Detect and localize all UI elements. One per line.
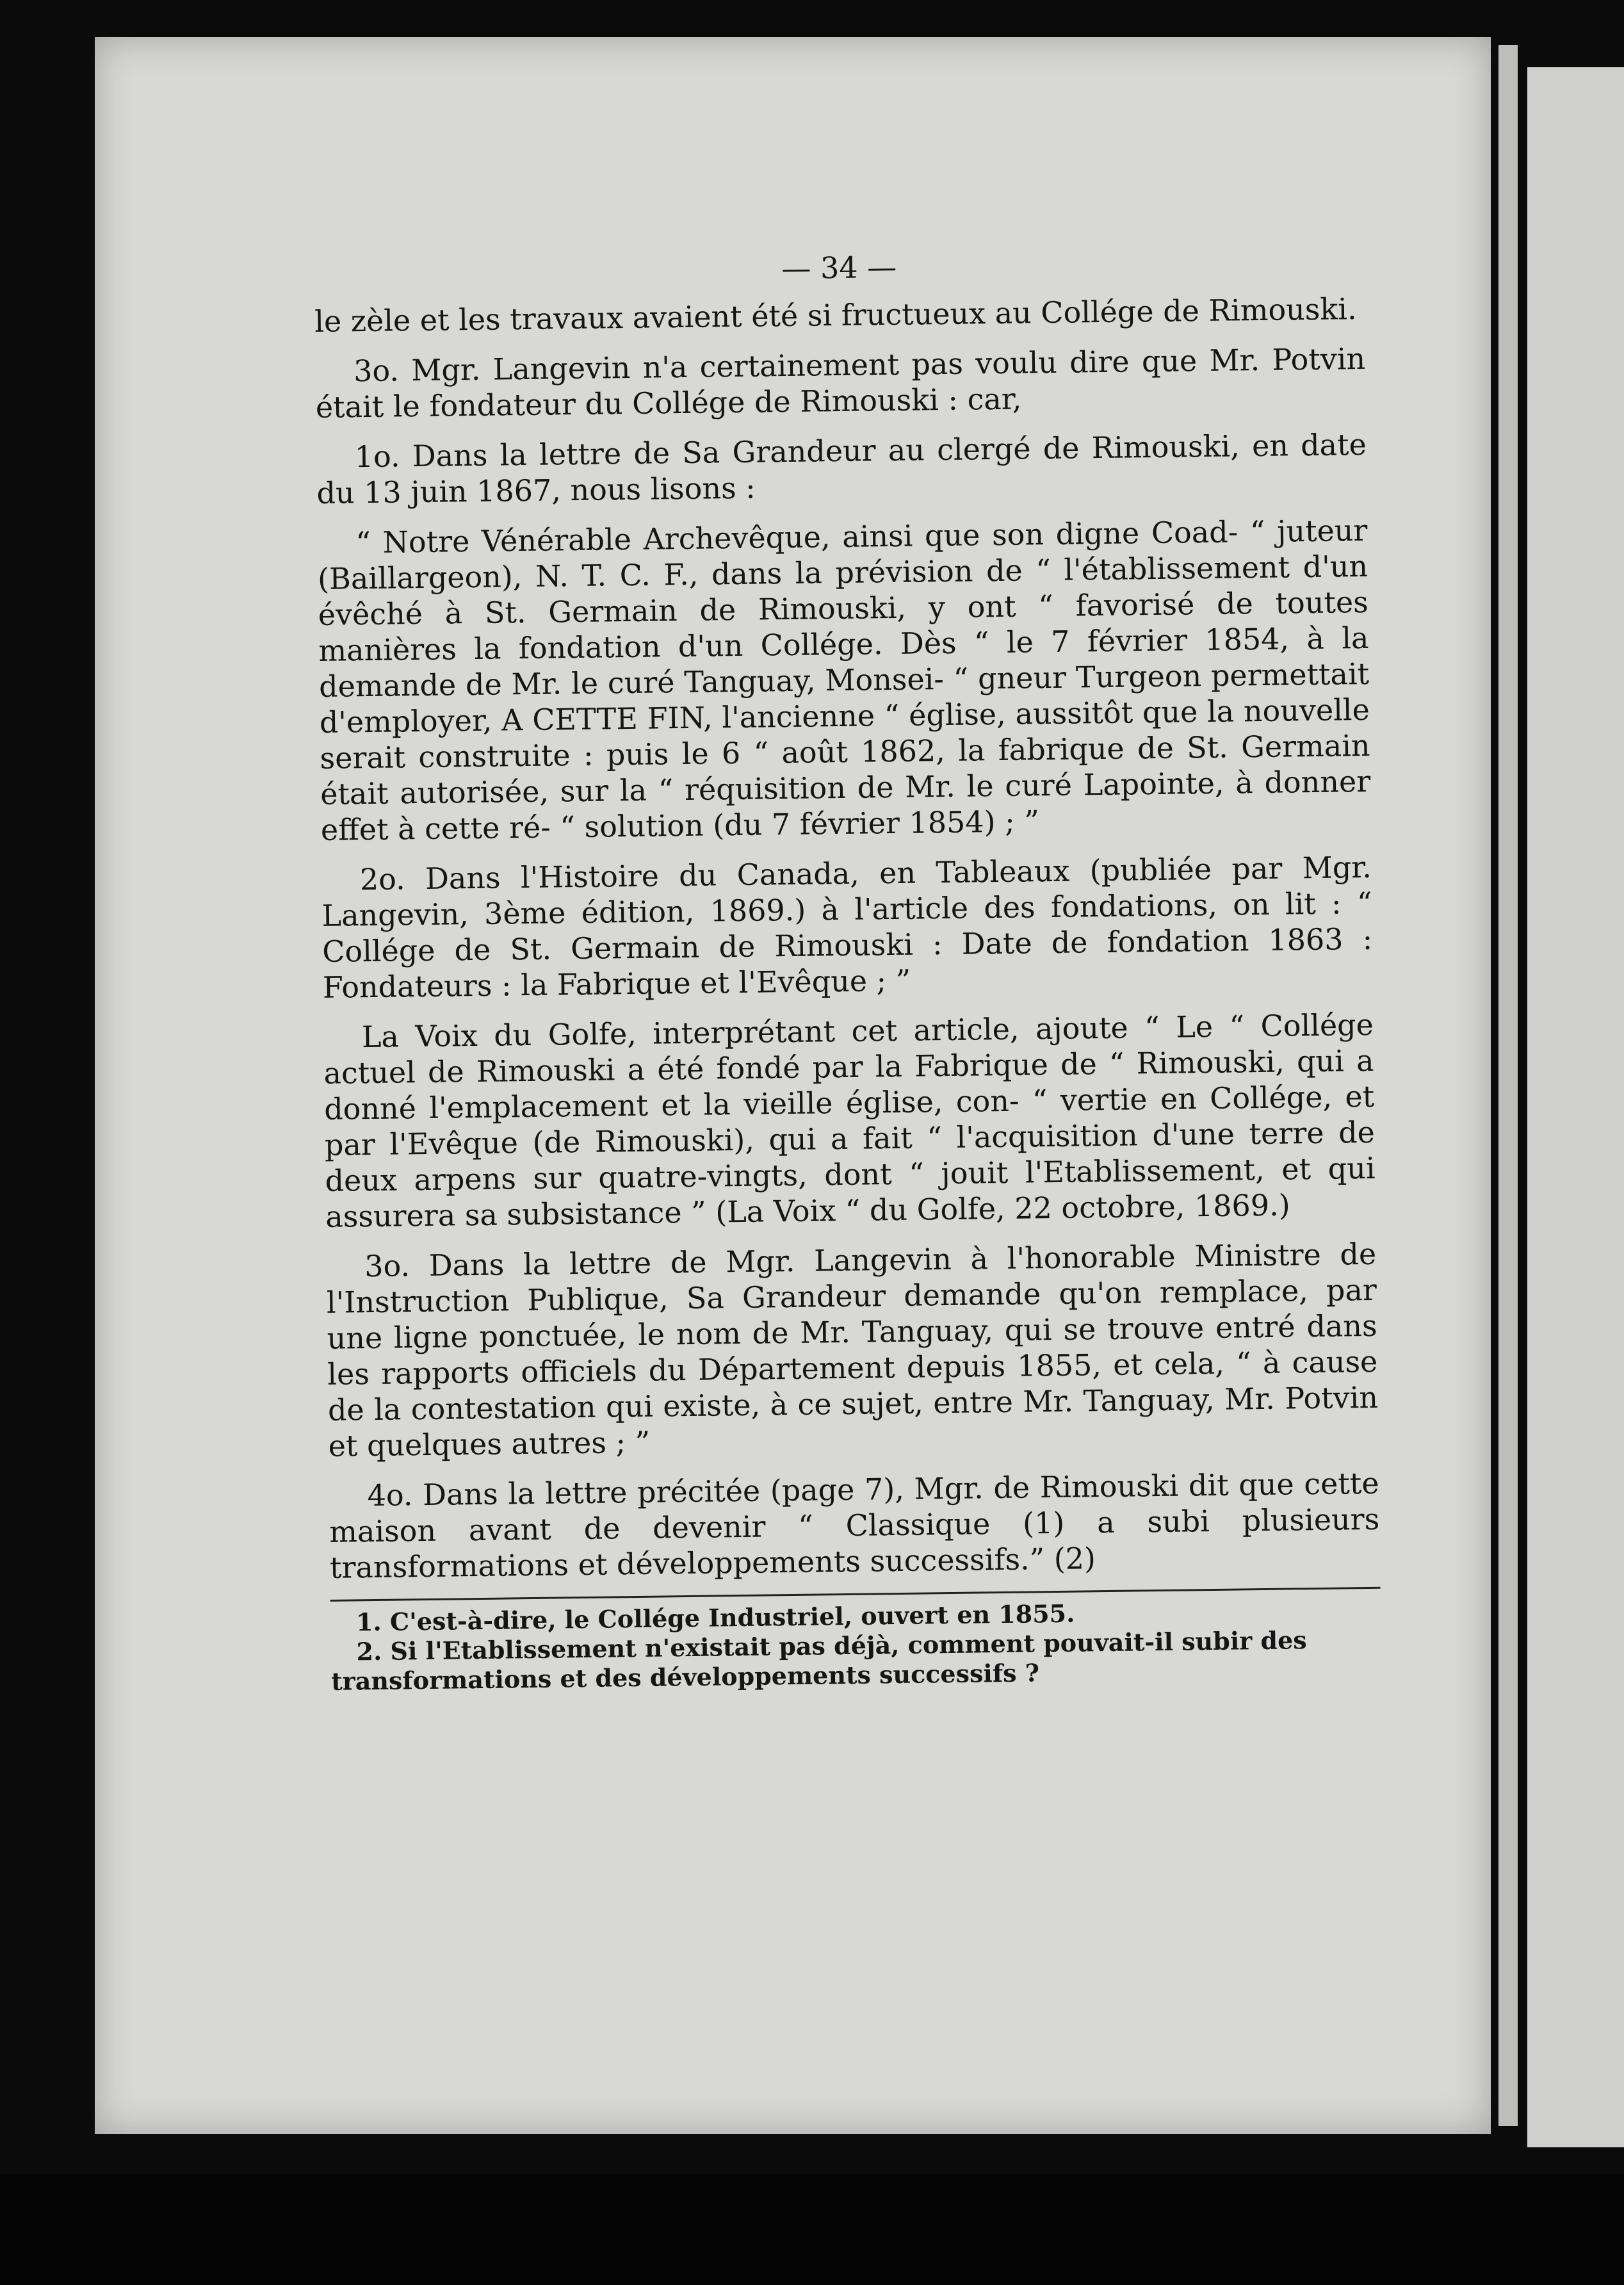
page-number: — 34 — — [781, 249, 897, 286]
paragraph: 2o. Dans l'Histoire du Canada, en Tableaux (publiée par Mgr. Langevin, 3ème édition, 1869.) à l'article des fondations, on lit : “ Collége de St. Germain de Rimouski : Date de fondation 1863 : Fondateurs : la Fabrique et l'Evêque ; ” — [321, 849, 1373, 1005]
paragraph: 3o. Dans la lettre de Mgr. Langevin à l'honorable Ministre de l'Instruction Publique, Sa Grandeur demande qu'on remplace, par une ligne ponctuée, le nom de Mr. Tanguay, qui se trouve entré dans les rapports officiels du Département depuis 1855, et cela, “ à cause de la contestation qui existe, à ce sujet, entre Mr. Tanguay, Mr. Potvin et quelques autres ; ” — [326, 1236, 1379, 1463]
page-edge — [1498, 45, 1518, 2126]
page-text — [314, 243, 1381, 1696]
facing-page-edge — [1527, 67, 1624, 2147]
quotation-paragraph: La Voix du Golfe, interprétant cet article, ajoute “ Le “ Collége actuel de Rimouski a été fondé par la Fabrique de “ Rimouski, qui a donné l'emplacement et la vieille église, con- “ vertie en Collége, et par l'Evêque (de Rimouski), qui a fait “ l'acquisition d'une terre de deux arpens sur quatre-vingts, dont “ jouit l'Etablissement, et qui assurera sa subsistance ” (La Voix “ du Golfe, 22 octobre, 1869.) — [323, 1007, 1376, 1234]
paragraph: 4o. Dans la lettre précitée (page 7), Mgr. de Rimouski dit que cette maison avant de devenir “ Classique (1) a subi plusieurs transformations et développements successifs.” (2) — [329, 1465, 1380, 1585]
footnote: 2. Si l'Etablissement n'existait pas déjà, comment pouvait-il subir des transformations et des développements successifs ? — [330, 1625, 1307, 1696]
paragraph: 1o. Dans la lettre de Sa Grandeur au clergé de Rimouski, en date du 13 juin 1867, nous lisons : — [316, 427, 1367, 510]
scan-border — [0, 2174, 1624, 2285]
footnotes — [330, 1595, 1382, 1696]
quotation-paragraph: “ Notre Vénérable Archevêque, ainsi que son digne Coad- “ juteur (Baillargeon), N. T. C. F., dans la prévision de “ l'établissement d'un évêché à St. Germain de Rimouski, y ont “ favorisé de toutes manières la fondation d'un Collége. Dès “ le 7 février 1854, à la demande de Mr. le curé Tanguay, Monsei- “ gneur Turgeon permettait d'employer, A CETTE FIN, l'ancienne “ église, aussitôt que la nouvelle serait construite : puis le 6 “ août 1862, la fabrique de St. Germain était autorisée, sur la “ réquisition de Mr. le curé Lapointe, à donner effet à cette ré- “ solution (du 7 février 1854) ; ” — [317, 512, 1371, 847]
paragraph: le zèle et les travaux avaient été si fructueux au Collége de Rimouski. — [314, 291, 1357, 339]
paragraph: 3o. Mgr. Langevin n'a certainement pas voulu dire que Mr. Potvin était le fondateur du Collége de Rimouski : car, — [315, 341, 1366, 425]
footnote: 1. C'est-à-dire, le Collége Industriel, ouvert en 1855. — [355, 1598, 1075, 1637]
